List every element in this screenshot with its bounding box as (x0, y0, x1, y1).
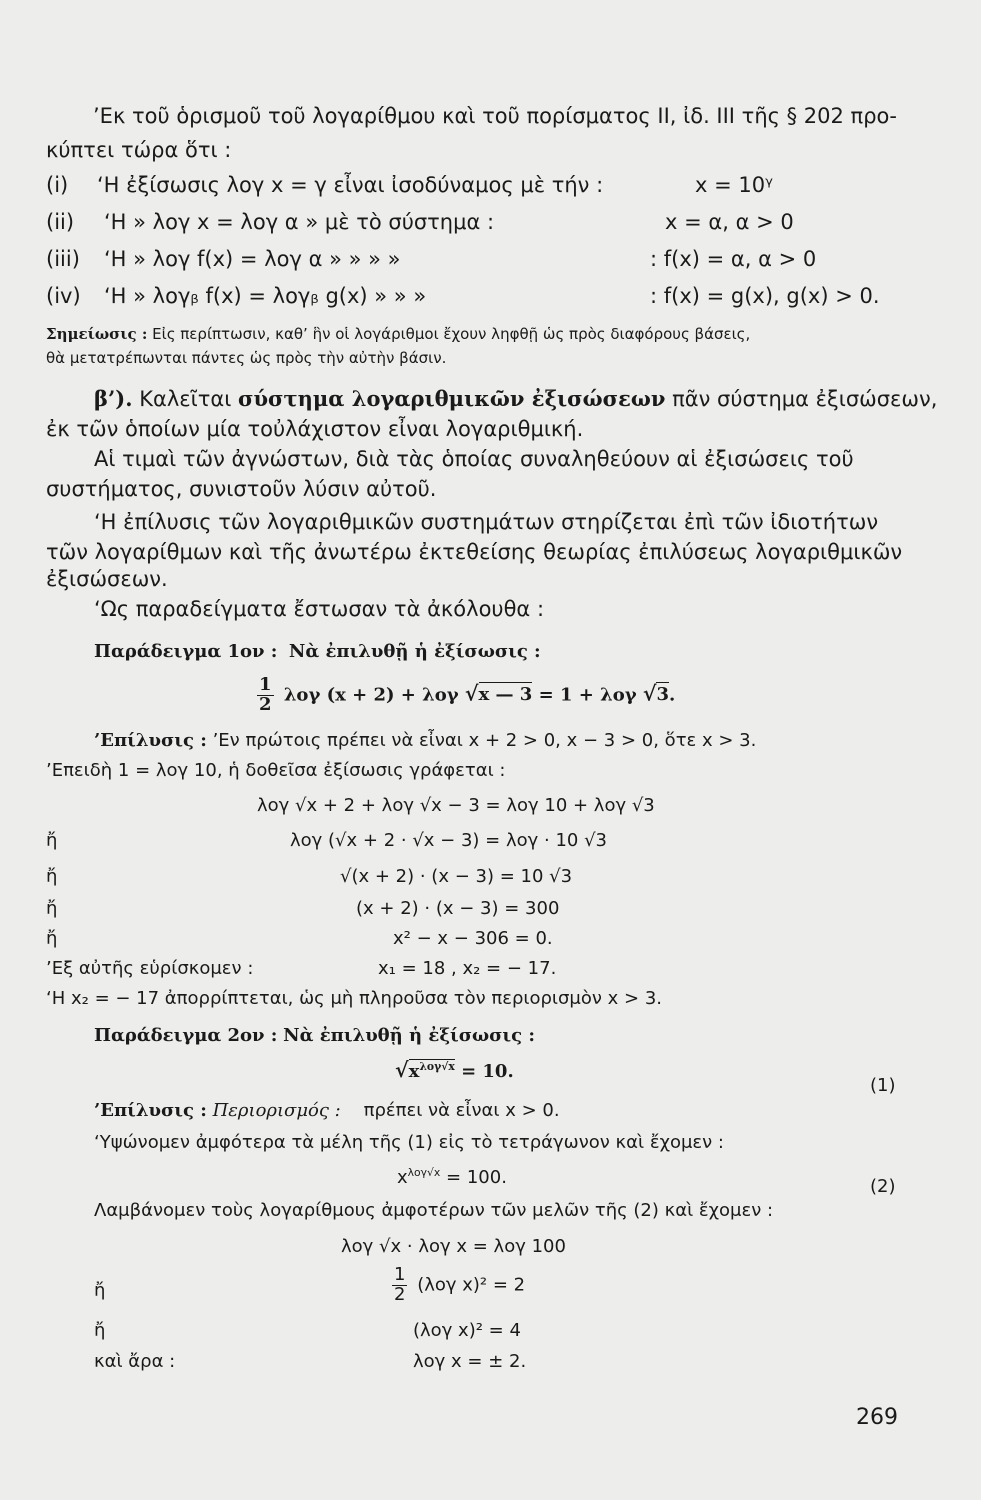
equiv-label: (ii) (46, 210, 75, 234)
equiv-rhs: x = α, α > 0 (665, 210, 794, 234)
section-b-line-1 (94, 386, 937, 411)
intro-line-2: κύπτει τώρα ὅτι : (46, 138, 232, 162)
example-1-task: Νὰ ἐπιλυθῇ ἡ ἐξίσωσις : (288, 641, 541, 662)
solution-label: ’Επίλυσις : (94, 730, 207, 751)
section-b-line-2: ἐκ τῶν ὁποίων μία τοὐλάχιστον εἶναι λογαριθμική. (46, 417, 584, 441)
equiv-lhs: ‘Η ἐξίσωσις λογ x = γ εἶναι ἰσοδύναμος μὲ τήν : (97, 173, 604, 197)
equiv-rhs: : f(x) = α, α > 0 (650, 247, 817, 271)
fraction-half: $\frac{1}{2}$ (394, 1264, 406, 1305)
note-line-1 (46, 325, 750, 343)
equation-number-2: (2) (870, 1176, 896, 1197)
solution-text: πρέπει νὰ εἶναι x > 0. (363, 1100, 560, 1121)
example-1-heading-line (94, 641, 541, 662)
intro-line-1: ’Εκ τοῦ ὁρισμοῦ τοῦ λογαρίθμου καὶ τοῦ πορίσματος II, ἰδ. III τῆς § 202 προ- (93, 104, 897, 128)
section-b-marker: β’). (94, 386, 133, 411)
example-2-step: λογ x = ± 2. (413, 1351, 527, 1372)
equiv-lhs: ‘Η » λογᵦ f(x) = λογᵦ g(x) » » » (104, 284, 427, 308)
equiv-label: (i) (46, 173, 69, 197)
roots-values: x₁ = 18 , x₂ = − 17. (378, 958, 557, 979)
example-2-heading-line (94, 1025, 535, 1046)
equiv-label: (iii) (46, 247, 80, 271)
example-2-step: λογ √x · λογ x = λογ 100 (341, 1236, 566, 1257)
reject-note: ‘Η x₂ = − 17 ἀπορρίπτεται, ὡς μὴ πληροῦσα τὸν περιορισμὸν x > 3. (46, 988, 663, 1009)
radical-sign: √ (464, 681, 479, 706)
solution-label: ’Επίλυσις : (94, 1100, 207, 1121)
square-text: ‘Υψώνομεν ἀμφότερα τὰ μέλη τῆς (1) εἰς τὸ τετράγωνον καὶ ἔχομεν : (94, 1132, 724, 1153)
step-prefix: ἤ (46, 866, 58, 887)
step-prefix: ἤ (94, 1320, 106, 1341)
step-prefix: ἤ (46, 898, 58, 919)
example-1-step: λογ (√x + 2 · √x − 3) = λογ · 10 √3 (290, 830, 608, 851)
example-2-step: $\frac{1}{2}$ (λογ x)² = 2 (394, 1264, 526, 1305)
section-b-p2-line-1: Αἱ τιμαὶ τῶν ἀγνώστων, διὰ τὰς ὁποίας συναληθεύουν αἱ ἐξισώσεις τοῦ (94, 447, 854, 471)
example-1-step: λογ √x + 2 + λογ √x − 3 = λογ 10 + λογ √3 (257, 795, 655, 816)
example-2-step: (λογ x)² = 4 (413, 1320, 521, 1341)
section-b-p3-line-3: ἐξισώσεων. (46, 567, 168, 591)
equation-number-1: (1) (870, 1075, 896, 1096)
example-1-since: ’Επειδὴ 1 = λογ 10, ἡ δοθεῖσα ἐξίσωσις γράφεται : (46, 760, 506, 781)
example-1-solution-line (94, 730, 756, 751)
step-prefix: ἤ (46, 928, 58, 949)
example-2-task: Νὰ ἐπιλυθῇ ἡ ἐξίσωσις : (283, 1025, 535, 1046)
section-b-post: πᾶν σύστημα ἐξισώσεων, (672, 387, 938, 411)
section-b-term: σύστημα λογαριθμικῶν ἐξισώσεων (237, 386, 666, 411)
section-b-p3-line-1: ‘Η ἐπίλυσις τῶν λογαριθμικῶν συστημάτων στηρίζεται ἐπὶ τῶν ἰδιοτήτων (94, 510, 879, 534)
section-b-p4: ‘Ως παραδείγματα ἔστωσαν τὰ ἀκόλουθα : (94, 597, 545, 621)
section-b-p3-line-2: τῶν λογαρίθμων καὶ τῆς ἀνωτέρω ἐκτεθείσης θεωρίας ἐπιλύσεως λογαριθμικῶν (46, 540, 903, 564)
step-prefix: ἤ (46, 830, 58, 851)
note-title: Σημείωσις : (46, 325, 148, 343)
example-1-step: √(x + 2) · (x − 3) = 10 √3 (340, 866, 573, 887)
example-1-heading: Παράδειγμα 1ον : (94, 641, 278, 662)
example-1-step: x² − x − 306 = 0. (393, 928, 553, 949)
step-prefix: καὶ ἄρα : (94, 1351, 176, 1372)
example-2-solution-line (94, 1100, 560, 1121)
equiv-rhs: : f(x) = g(x), g(x) > 0. (650, 284, 880, 308)
fraction-half: $\frac{1}{2}$ (259, 674, 272, 715)
page-number: 269 (856, 1405, 898, 1430)
note-line-2: θὰ μετατρέπωνται πάντες ὡς πρὸς τὴν αὐτὴν βάσιν. (46, 349, 447, 367)
section-b-p2-line-2: συστήματος, συνιστοῦν λύσιν αὐτοῦ. (46, 477, 437, 501)
example-2-heading: Παράδειγμα 2ον : (94, 1025, 278, 1046)
equiv-rhs: x = 10ᵞ (695, 173, 773, 197)
equiv-lhs: ‘Η » λογ x = λογ α » μὲ τὸ σύστημα : (104, 210, 495, 234)
solution-text: ’Εν πρώτοις πρέπει νὰ εἶναι x + 2 > 0, x − 3 > 0, ὅτε x > 3. (212, 730, 757, 751)
example-1-step: (x + 2) · (x − 3) = 300 (356, 898, 560, 919)
example-2-eq2: $x^{\lambda o\gamma√x} = 100$. (397, 1166, 507, 1188)
radical-sign: √ (395, 1058, 409, 1082)
example-2-equation: $√x^{\lambda o\gamma√x} = 10$. (395, 1058, 514, 1082)
restriction-label: Περιορισμός : (212, 1100, 341, 1121)
example-1-equation: $\frac{1}{2}$ λογ (x + 2) + λογ √x — 3 = 1 + λογ √3. (259, 674, 676, 715)
equiv-label: (iv) (46, 284, 81, 308)
equiv-lhs: ‘Η » λογ f(x) = λογ α » » » » (104, 247, 401, 271)
step-prefix: ἤ (94, 1280, 106, 1301)
note-text-1: Εἰς περίπτωσιν, καθ’ ἣν οἱ λογάριθμοι ἔχουν ληφθῇ ὡς πρὸς διαφόρους βάσεις, (152, 325, 751, 343)
log-text: Λαμβάνομεν τοὺς λογαρίθμους ἀμφοτέρων τῶν μελῶν τῆς (2) καὶ ἔχομεν : (94, 1200, 774, 1221)
radical-sign: √ (642, 681, 657, 706)
roots-label: ’Εξ αὐτῆς εὑρίσκομεν : (46, 958, 254, 979)
section-b-pre: Καλεῖται (139, 387, 232, 411)
